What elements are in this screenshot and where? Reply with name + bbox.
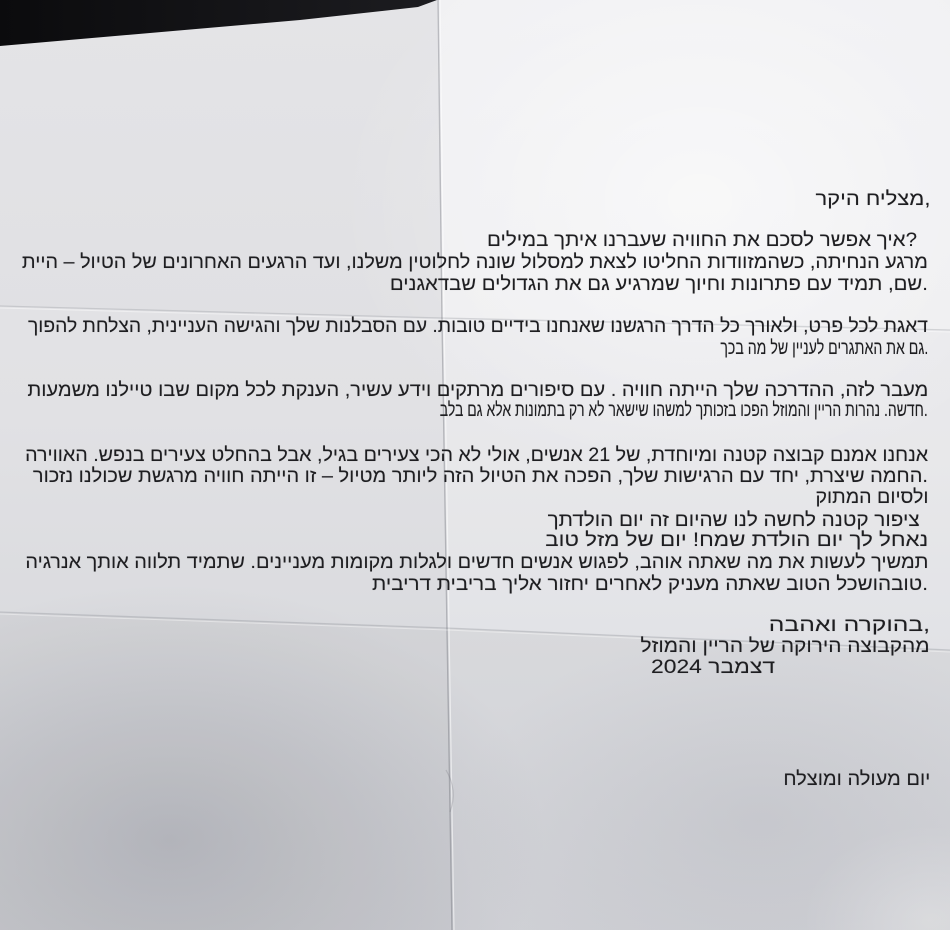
letter-signature: מהקבוצה הירוקה של הריין והמוזל: [640, 636, 930, 657]
letter-line: ?איך אפשר לסכם את החוויה שעברנו איתך במילים: [487, 230, 917, 251]
letter-line: .החמה שיצרת, יחד עם הרגישות שלך, הפכה את הטיול הזה ליותר מטיול – זו הייתה חוויה מרגשת שכולנו נזכור: [33, 466, 928, 487]
letter-line: מעבר לזה, ההדרכה שלך הייתה חוויה . עם סיפורים מרתקים וידע עשיר, הענקת לכל מקום שבו טיילנו משמעות: [27, 380, 928, 401]
paper-panel-lower-left: [0, 612, 452, 930]
letter-date: דצמבר 2024: [651, 657, 775, 678]
letter-line: .טובהושכל הטוב שאתה מעניק לאחרים יחזור אליך בריבית דריבית: [372, 574, 928, 595]
letter-line: ציפור קטנה לחשה לנו שהיום זה יום הולדתך: [548, 510, 920, 531]
letter-line: .שם, תמיד עם פתרונות וחיוך שמרגיע גם את הגדולים שבדאגנים: [390, 274, 928, 295]
letter-line: ולסיום המתוק: [815, 487, 928, 508]
letter-greeting: ,מצליח היקר: [815, 189, 930, 210]
letter-line: .חדשה. נהרות הריין והמוזל הפכו בזכותך למשהו שישאר לא רק בתמונות אלא גם בלב: [440, 400, 928, 421]
letter-line: תמשיך לעשות את מה שאתה אוהב, לפגוש אנשים חדשים ולגלות מקומות מעניינים. שתמיד תלווה אותך אנרגיה: [24, 552, 928, 573]
letter-line: נאחל לך יום הולדת שמח! יום של מזל טוב: [545, 530, 928, 551]
letter-line: דאגת לכל פרט, ולאורך כל הדרך הרגשנו שאנחנו בידיים טובות. עם הסבלנות שלך והגישה העניינית, הצלחת להפוך: [28, 316, 928, 337]
letter-line: אנחנו אמנם קבוצה קטנה ומיוחדת, של 21 אנשים, אולי לא הכי צעירים בגיל, אבל בהחלט צעירים בנפש. האווירה: [25, 445, 928, 466]
letter-closing: ,בהוקרה ואהבה: [768, 615, 930, 636]
letter-line: .גם את האתגרים לעניין של מה בכך: [720, 338, 928, 359]
letter-line: מרגע הנחיתה, כשהמזוודות החליטו לצאת למסלול שונה לחלוטין משלנו, ועד הרגעים האחרונים של הטיול – היית: [22, 252, 928, 273]
letter-postscript: יום מעולה ומוצלח: [783, 769, 930, 790]
